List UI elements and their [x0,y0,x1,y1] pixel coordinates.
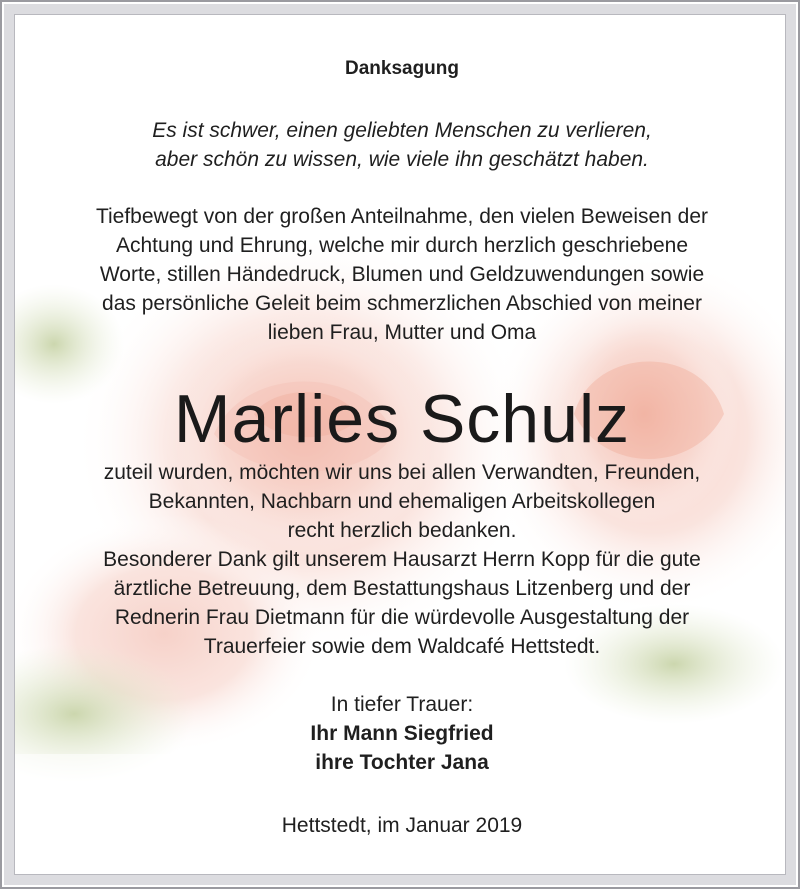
intro-line: lieben Frau, Mutter und Oma [267,321,537,344]
thanks-line: ärztliche Betreuung, dem Bestattungshaus Litzenberg und der [113,577,691,600]
thanks-line: Rednerin Frau Dietmann für die würdevolle Ausgestaltung der [114,606,690,629]
thanks-paragraph [32,458,772,661]
quote-line: aber schön zu wissen, wie viele ihn geschätzt haben. [155,148,649,171]
intro-line: Tiefbewegt von der großen Anteilnahme, den vielen Beweisen der [95,205,709,228]
intro-line: das persönliche Geleit beim schmerzlichen Abschied von meiner [102,292,702,315]
signer: Ihr Mann Siegfried [310,722,494,745]
place-date: Hettstedt, im Januar 2019 [281,814,523,837]
signer: ihre Tochter Jana [315,751,489,774]
quote-line: Es ist schwer, einen geliebten Menschen zu verlieren, [152,119,652,142]
heading: Danksagung [344,58,460,79]
intro-paragraph [32,202,772,347]
quote [32,116,772,174]
thanks-line: zuteil wurden, möchten wir uns bei allen Verwandten, Freunden, [103,461,701,484]
deceased-name: Marlies Schulz [173,381,631,457]
thanks-line: recht herzlich bedanken. [287,519,517,542]
signoff [32,690,772,777]
thanks-line: Bekannten, Nachbarn und ehemaligen Arbeitskollegen [148,490,656,513]
thanks-line: Besonderer Dank gilt unserem Hausarzt Herrn Kopp für die gute [103,548,701,571]
signoff-intro: In tiefer Trauer: [330,693,474,716]
intro-line: Achtung und Ehrung, welche mir durch herzlich geschriebene [116,234,688,257]
intro-line: Worte, stillen Händedruck, Blumen und Geldzuwendungen sowie [99,263,705,286]
thanks-line: Trauerfeier sowie dem Waldcafé Hettstedt. [203,635,601,658]
